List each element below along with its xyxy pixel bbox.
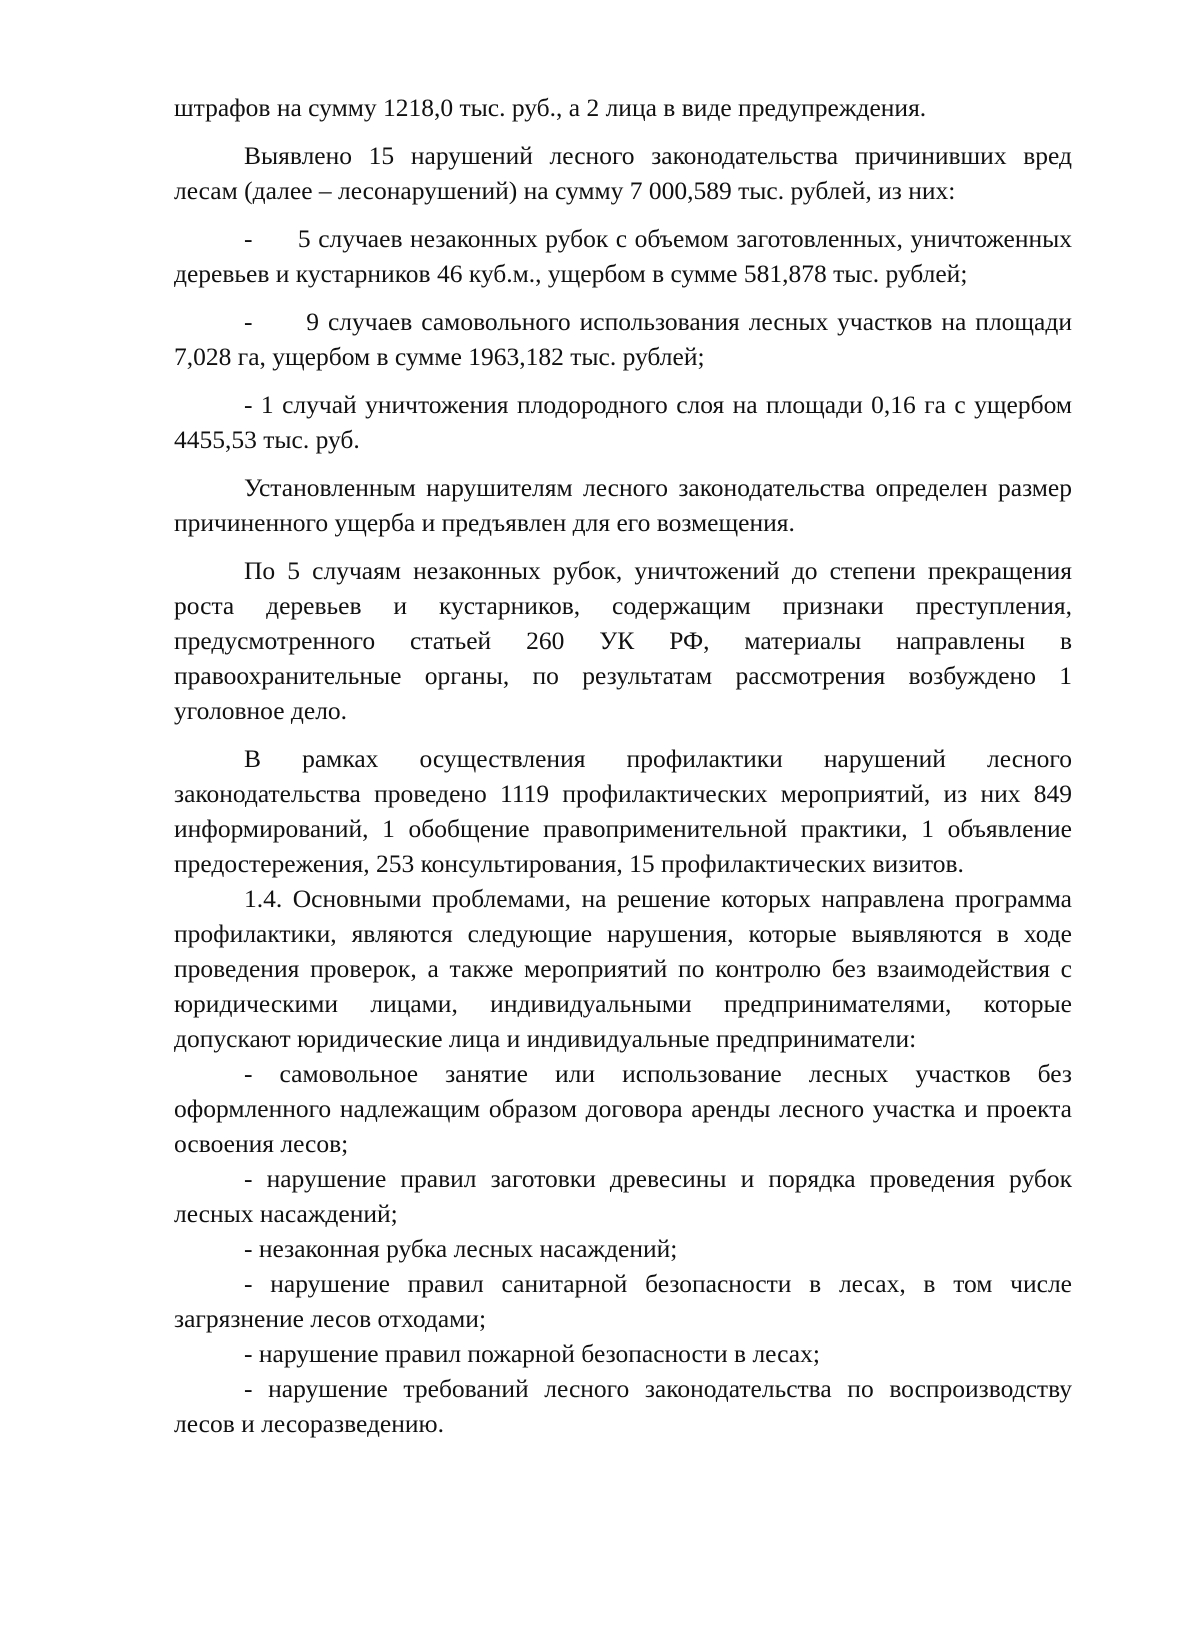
list-item-illegal-logging: - 5 случаев незаконных рубок с объемом заготовленных, уничтоженных деревьев и кустарников 46 куб.м., ущербом в сумме 581,878 тыс. рублей; <box>174 224 1072 288</box>
paragraph-criminal-cases: По 5 случаям незаконных рубок, уничтожений до степени прекращения роста деревьев и кустарников, содержащим признаки преступления, предусмотренного статьей 260 УК РФ, материалы направлены в правоохранительные органы, по результатам рассмотрения возбуждено 1 уголовное дело. <box>174 556 1072 725</box>
list-item-harvesting-rules: - нарушение правил заготовки древесины и порядка проведения рубок лесных насаждений; <box>174 1164 1072 1228</box>
list-item-reforestation: - нарушение требований лесного законодательства по воспроизводству лесов и лесоразведению. <box>174 1374 1072 1438</box>
list-item-fire-safety: - нарушение правил пожарной безопасности в лесах; <box>244 1339 820 1368</box>
paragraph-fines-continuation: штрафов на сумму 1218,0 тыс. руб., а 2 лица в виде предупреждения. <box>174 93 927 122</box>
paragraph-section-1-4: 1.4. Основными проблемами, на решение которых направлена программа профилактики, являются следующие нарушения, которые выявляются в ходе проведения проверок, а также мероприятий по контролю без взаимодействия с юридическими лицами, индивидуальными предпринимателями, которые допускают юридические лица и индивидуальные предприниматели: <box>174 884 1072 1053</box>
list-item-sanitary-safety: - нарушение правил санитарной безопасности в лесах, в том числе загрязнение лесов отходами; <box>174 1269 1072 1333</box>
paragraph-prevention-measures: В рамках осуществления профилактики нарушений лесного законодательства проведено 1119 профилактических мероприятий, из них 849 информирований, 1 обобщение правоприменительной практики, 1 объявление предостережения, 253 консультирования, 15 профилактических визитов. <box>174 744 1072 878</box>
list-item-fertile-layer: - 1 случай уничтожения плодородного слоя на площади 0,16 га с ущербом 4455,53 тыс. руб. <box>174 390 1072 454</box>
list-item-unauthorized-occupation: - самовольное занятие или использование лесных участков без оформленного надлежащим образом договора аренды лесного участка и проекта освоения лесов; <box>174 1059 1072 1158</box>
paragraph-violations-summary: Выявлено 15 нарушений лесного законодательства причинивших вред лесам (далее – лесонарушений) на сумму 7 000,589 тыс. рублей, из них: <box>174 141 1072 205</box>
document-page <box>174 90 1072 1441</box>
list-item-unauthorized-use: - 9 случаев самовольного использования лесных участков на площади 7,028 га, ущербом в сумме 1963,182 тыс. рублей; <box>174 307 1072 371</box>
paragraph-damage-assessed: Установленным нарушителям лесного законодательства определен размер причиненного ущерба и предъявлен для его возмещения. <box>174 473 1072 537</box>
list-item-illegal-felling: - незаконная рубка лесных насаждений; <box>244 1234 678 1263</box>
